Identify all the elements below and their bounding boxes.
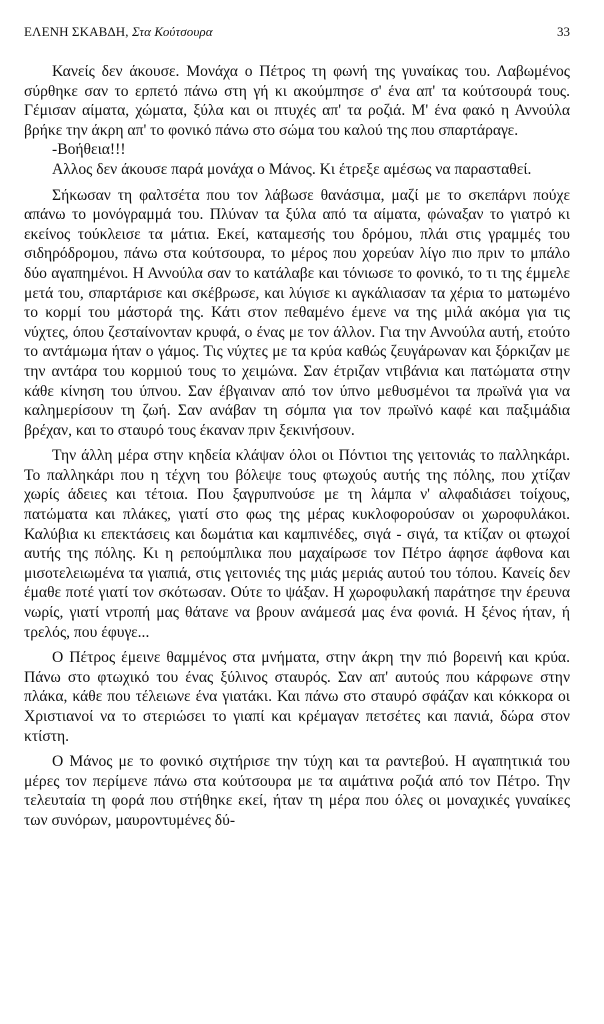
paragraph: Αλλος δεν άκουσε παρά μονάχα ο Μάνος. Κι έτρεξε αμέσως να παρασταθεί. <box>52 160 532 178</box>
paragraph: Την άλλη μέρα στην κηδεία κλάψαν όλοι οι Πόντιοι της γειτονιάς το παλληκάρι. Το παλληκάρι που η τέχνη του βόλεψε τους φτωχούς αυτής της πόλης, που χτίζαν χωρίς άδειες και τέτοια. Που ξαγρυπνούσε με τη λάμπα ν' αλφαδιάσει τοίχους, πατώματα και πλάκες, γιατί στο φως της μέρας κυκλοφορούσαν οι χωροφυλάκοι. Καλύβια κι επεκτάσεις και δωμάτια και καμπινέδες, σιγά - σιγά, τα κτίζαν οι φτωχοί αυτής της πόλης. Κι η ρεπούμπλικα που μαχαίρωσε τον Πέτρο άφησε άφθονα και μισοτελειωμένα τα γιαπιά, στις γειτονιές της μιάς μεριάς αυτού του τόπου. Κανείς δεν έμαθε ποτέ γιατί τον σκότωσαν. Ούτε το ψάξαν. Η χωροφυλακή παράτησε την έρευνα νωρίς, γιατί ντροπή μας θάτανε να βρουν ανάμεσά μας ένα φονιά. Η ξένος ήταν, ή τρελός, που έφυγε... <box>24 447 570 641</box>
paragraph: -Βοήθεια!!! <box>52 141 126 159</box>
book-title: Στα Κούτσουρα <box>132 24 213 39</box>
running-header <box>24 24 570 46</box>
paragraph: Ο Πέτρος έμεινε θαμμένος στα μνήματα, στην άκρη την πιό βορεινή και κρύα. Πάνω στο φτωχικό του ένας ξύλινος σταυρός. Σαν απ' αυτούς που κάρφωνε στην πλάκα, κάθε που τέλειωνε ένα γιατάκι. Και πάνω στο σταυρό σφάζαν και κόκκορα οι Χριστιανοί να το στεριώσει το γιαπί και κρέμαγαν πετσέτες και πανιά, δώρα στον κτίστη. <box>24 649 570 745</box>
paragraph: Κανείς δεν άκουσε. Μονάχα ο Πέτρος τη φωνή της γυναίκας του. Λαβωμένος σύρθηκε σαν το ερπετό πάνω στη γή κι ακούμπησε σ' ένα απ' τα κούτσουρά τους. Γέμισαν αίματα, χώματα, ξύλα και οι πτυχές απ' τα ροζιά. Μ' ένα φακό η Αννούλα βρήκε την άκρη απ' το φονικό πάνω στο σώμα του καλού της που σπαρτάραγε. <box>24 63 570 139</box>
author-name: ΕΛΕΝΗ ΣΚΑΒΔΗ, <box>24 24 129 39</box>
page-number: 33 <box>557 24 570 39</box>
body-text <box>24 62 570 831</box>
header-left <box>24 24 213 40</box>
paragraph: Ο Μάνος με το φονικό σιχτήρισε την τύχη και τα ραντεβού. Η αγαπητικιά του μέρες τον περίμενε πάνω στα κούτσουρα με τα αιμάτινα ροζιά από τον Πέτρο. Την τελευταία τη φορά που στήθηκε εκεί, ήταν τη μέρα που όλες οι μοναχικές γυναίκες των συνόρων, μαυροντυμένες δύ- <box>24 753 570 829</box>
paragraph: Σήκωσαν τη φαλτσέτα που τον λάβωσε θανάσιμα, μαζί με το σκεπάρνι πούχε απάνω το μονόγραμμά του. Πλύναν τα ξύλα από τα αίματα, φώναξαν το γιατρό κι εκείνος τούκλεισε τα μάτια. Εκεί, καταμεσής του δρόμου, πλάι στις γραμμές του σιδηρόδρομου, πάνω στα κούτσουρα, το μέρος που χορεύαν λίγο πιο πριν το μπάλο δύο αγαπημένοι. Η Αννούλα σαν το κατάλαβε και τόνιωσε το φονικό, το τι της έμμελε μετά του, σπαρτάρισε και σκέβρωσε, και λύγισε κι αγκάλιασαν τα χέρια το ματωμένο το κορμί του μάστορά της. Κάτι στον πεθαμένο έμενε να της μιλά ακόμα για τις νύχτες, όπου ζεσταίνονταν κρυφά, ο ένας με τον άλλον. Για την Αννούλα αυτή, ετούτο το αντάμωμα ήταν ο γάμος. Τις νύχτες με τα κρύα καθώς ζευγάρωναν και ξόρκιζαν με την αντάρα του κορμιού τους το χειμώνα. Σαν έτριζαν ντιβάνια και πατώματα στην κάθε κίνηση του ύπνου. Σαν έβγαιναν από τον ύπνο μεθυσμένοι τα πρωϊνά για να καλημερίσουν τη ζωή. Σαν ανάβαν τη σόμπα για τον πρωϊνό καφέ και παξιμάδια βρέχαν, και το σταυρό τους έκαναν πριν ξεκινήσουν. <box>24 186 570 439</box>
